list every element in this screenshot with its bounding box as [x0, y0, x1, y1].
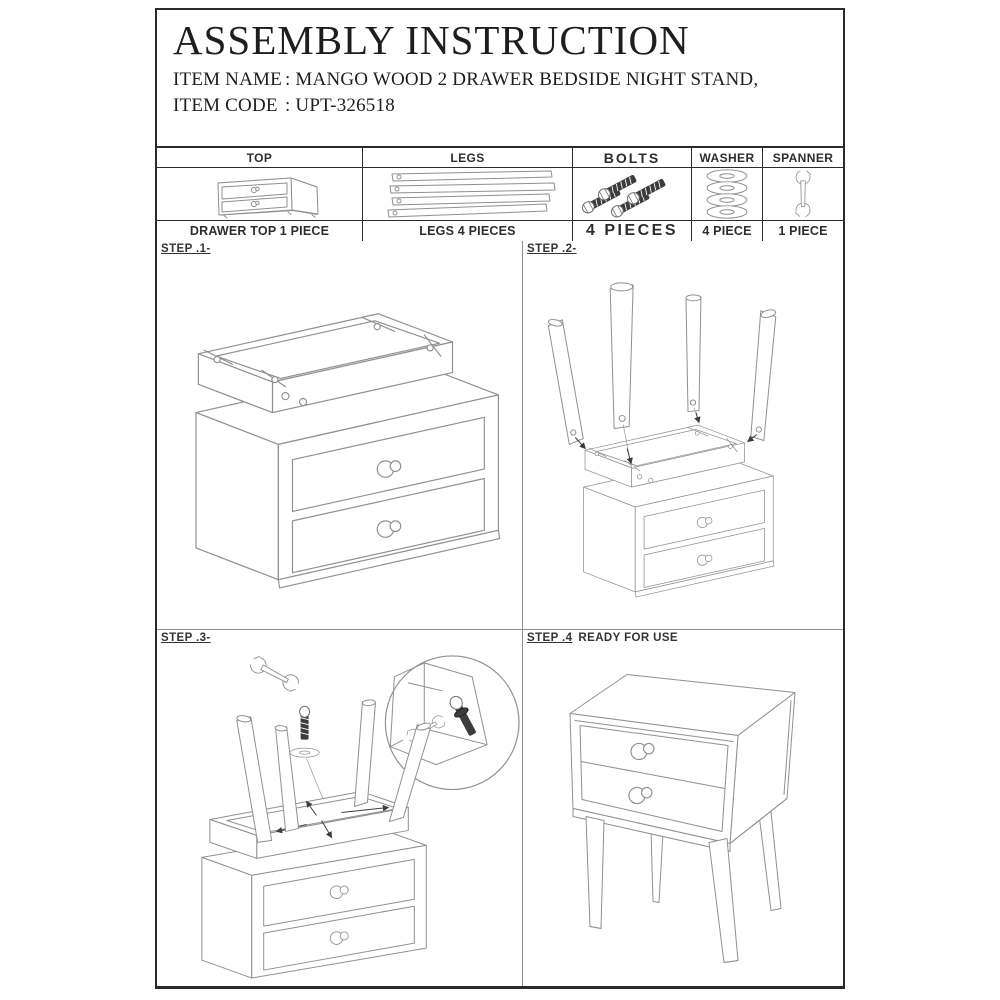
- title-block: [157, 10, 843, 148]
- item-name-row: [173, 67, 833, 93]
- item-name-value: : MANGO WOOD 2 DRAWER BEDSIDE NIGHT STAND,: [285, 69, 759, 91]
- step2-panel: [523, 241, 843, 630]
- step1-panel: [157, 241, 523, 630]
- item-code-value: : UPT-326518: [285, 95, 395, 117]
- parts-cell-top: [157, 168, 363, 220]
- step1-label: STEP .1-: [161, 243, 211, 255]
- parts-caption-spanner: 1 PIECE: [763, 220, 843, 241]
- step4-panel: [523, 630, 843, 986]
- step4-label: STEP .4 READY FOR USE: [527, 632, 678, 644]
- instruction-sheet: [155, 8, 845, 989]
- step2-illustration: [523, 241, 843, 629]
- item-name-label: ITEM NAME: [173, 69, 282, 91]
- legs-illustration: [365, 168, 570, 220]
- item-code-label: ITEM CODE: [173, 95, 278, 117]
- parts-table: [157, 148, 843, 241]
- parts-header-legs: LEGS: [363, 148, 573, 168]
- washers-illustration: [694, 168, 761, 220]
- steps-grid: [157, 241, 843, 986]
- item-code-row: [173, 93, 833, 119]
- step2-label: STEP .2-: [527, 243, 577, 255]
- parts-caption-top: DRAWER TOP 1 PIECE: [157, 220, 363, 241]
- parts-header-spanner: SPANNER: [763, 148, 843, 168]
- parts-cell-legs: [363, 168, 573, 220]
- parts-cell-bolts: [573, 168, 692, 220]
- parts-caption-bolts: 4 PIECES: [573, 220, 692, 241]
- parts-caption-washer: 4 PIECE: [692, 220, 763, 241]
- step1-illustration: [157, 241, 522, 629]
- parts-header-top: TOP: [157, 148, 363, 168]
- spanner-illustration: [764, 168, 842, 220]
- bolts-illustration: [575, 168, 690, 220]
- step3-illustration: [157, 630, 522, 986]
- step3-label: STEP .3-: [161, 632, 211, 644]
- drawer-top-illustration: [160, 168, 360, 220]
- parts-header-bolts: BOLTS: [573, 148, 692, 168]
- parts-cell-spanner: [763, 168, 843, 220]
- parts-cell-washer: [692, 168, 763, 220]
- parts-caption-legs: LEGS 4 PIECES: [363, 220, 573, 241]
- page-title: ASSEMBLY INSTRUCTION: [173, 17, 690, 63]
- parts-header-washer: WASHER: [692, 148, 763, 168]
- step3-panel: [157, 630, 523, 986]
- step4-illustration: [523, 630, 843, 986]
